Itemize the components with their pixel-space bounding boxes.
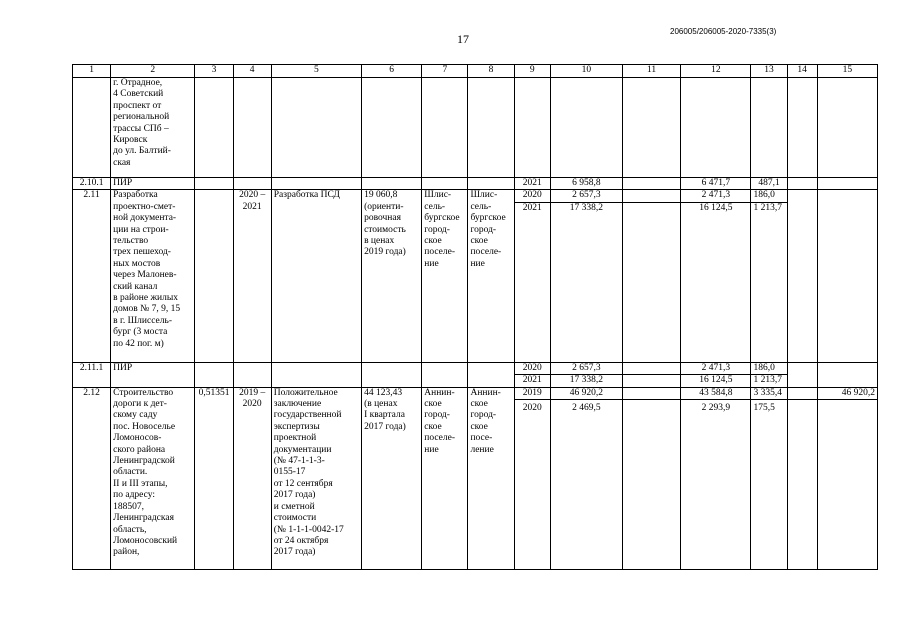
- table-row: [73, 362, 878, 374]
- total-cell: 6 958,8: [550, 178, 622, 190]
- year-cell: 2020: [514, 400, 550, 570]
- object-name: ПИР: [111, 178, 195, 190]
- object-name: г. Отрадное, 4 Советский проспект от региональной трассы СПб – Кировск до ул. Балтий- ская: [111, 78, 195, 178]
- municipal-cell: 3 335,4: [751, 387, 787, 399]
- capacity-cell: 0,51351: [195, 387, 233, 569]
- header-cell: 5: [271, 65, 361, 78]
- total-cell: 2 657,3: [550, 362, 622, 374]
- header-cell: 4: [233, 65, 271, 78]
- year-cell: 2020: [514, 362, 550, 374]
- municipal-cell: 175,5: [751, 400, 787, 570]
- header-row: [73, 65, 878, 78]
- document-id: 206005/206005-2020-7335(3): [670, 27, 777, 36]
- regional-cell: 16 124,5: [681, 202, 751, 362]
- municipal-cell: 487,1: [751, 178, 787, 190]
- row-number: 2.11.1: [73, 362, 111, 387]
- header-cell: 7: [422, 65, 468, 78]
- table-row: [73, 387, 878, 399]
- header-cell: 10: [550, 65, 622, 78]
- object-name: Разработка проектно-смет- ной документа- ции на строи- тельство трех пешеход- ных мостов через Малонев- ский канал в районе жилых домов № 7, 9, 15 в г. Шлиссель- бург (3 моста по 42 пог. м): [111, 190, 195, 362]
- regional-cell: 2 293,9: [681, 400, 751, 570]
- row-number: 2.10.1: [73, 178, 111, 190]
- header-cell: 11: [623, 65, 681, 78]
- regional-cell: 2 471,3: [681, 190, 751, 202]
- total-cell: 46 920,2: [550, 387, 622, 399]
- period-cell: 2019 – 2020: [233, 387, 271, 569]
- owner-cell: Аннин- ское город- ское посе- ление: [468, 387, 514, 569]
- header-cell: 6: [362, 65, 422, 78]
- period-cell: 2020 – 2021: [233, 190, 271, 362]
- row-number: 2.11: [73, 190, 111, 362]
- object-name: Строительство дороги к дет- скому саду пос. Новоселье Ломоносов- ского района Ленинградской области. II и III этапы, по адресу: 188507, Ленинградская область, Ломоносовский район,: [111, 387, 195, 569]
- page-number: 17: [457, 32, 469, 46]
- regional-cell: 16 124,5: [681, 375, 751, 387]
- header-cell: 3: [195, 65, 233, 78]
- basis-cell: Разработка ПСД: [271, 190, 361, 362]
- year-cell: 2019: [514, 387, 550, 399]
- owner-cell: Шлис- сель- бургское город- ское поселе- ние: [468, 190, 514, 362]
- year-cell: 2021: [514, 178, 550, 190]
- municipal-cell: 186,0: [751, 362, 787, 374]
- year-cell: 2021: [514, 375, 550, 387]
- total-cell: 2 469,5: [550, 400, 622, 570]
- municipal-cell: 1 213,7: [751, 375, 787, 387]
- header-cell: 1: [73, 65, 111, 78]
- object-name: ПИР: [111, 362, 195, 387]
- customer-cell: Шлис- сель- бургское город- ское поселе- ние: [422, 190, 468, 362]
- header-cell: 12: [681, 65, 751, 78]
- municipal-cell: 186,0: [751, 190, 787, 202]
- total-program-cell: 46 920,2: [817, 387, 877, 399]
- header-cell: 2: [111, 65, 195, 78]
- table-row: [73, 178, 878, 190]
- year-cell: 2020: [514, 190, 550, 202]
- header-cell: 9: [514, 65, 550, 78]
- cost-cell: 44 123,43 (в ценах I квартала 2017 года): [362, 387, 422, 569]
- regional-cell: 6 471,7: [681, 178, 751, 190]
- total-cell: 17 338,2: [550, 202, 622, 362]
- customer-cell: Аннин- ское город- ское поселе- ние: [422, 387, 468, 569]
- header-cell: 8: [468, 65, 514, 78]
- basis-cell: Положительное заключение государственной экспертизы проектной документации (№ 47-1-1-3- 0155-17 от 12 сентября 2017 года) и сметной стоимости (№ 1-1-1-0042-17 от 24 октября 2017 года): [271, 387, 361, 569]
- total-cell: 2 657,3: [550, 190, 622, 202]
- year-cell: 2021: [514, 202, 550, 362]
- program-table: [72, 64, 878, 570]
- table-row: [73, 190, 878, 202]
- municipal-cell: 1 213,7: [751, 202, 787, 362]
- header-cell: 13: [751, 65, 787, 78]
- regional-cell: 2 471,3: [681, 362, 751, 374]
- header-cell: 14: [787, 65, 817, 78]
- header-cell: 15: [817, 65, 877, 78]
- cost-cell: 19 060,8 (ориенти- ровочная стоимость в ценах 2019 года): [362, 190, 422, 362]
- table-row: [73, 78, 878, 178]
- total-cell: 17 338,2: [550, 375, 622, 387]
- row-number: 2.12: [73, 387, 111, 569]
- regional-cell: 43 584,8: [681, 387, 751, 399]
